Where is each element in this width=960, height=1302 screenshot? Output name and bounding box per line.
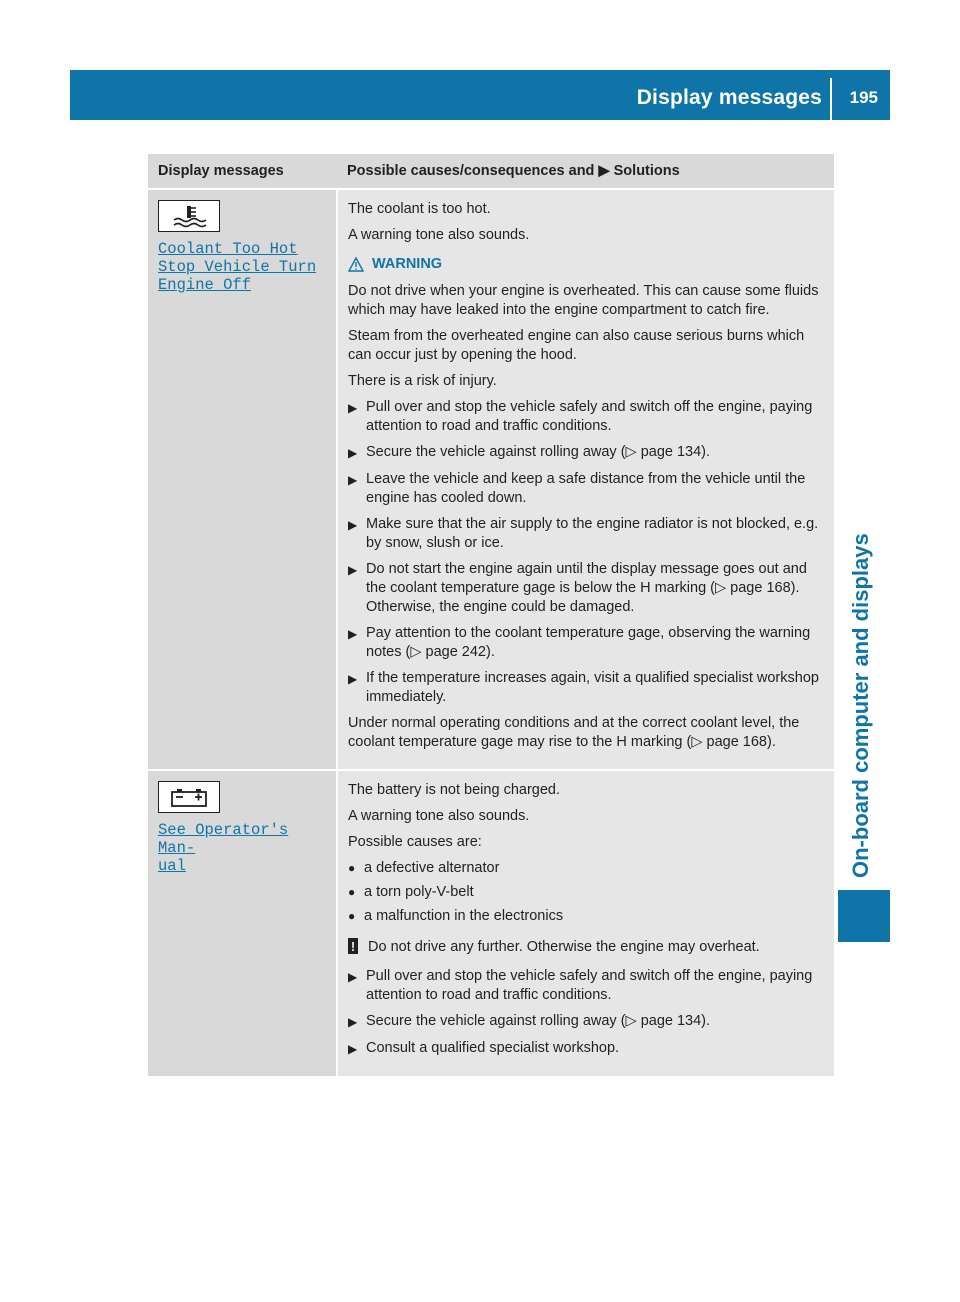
coolant-temperature-icon bbox=[158, 200, 220, 232]
cause-item: ● a malfunction in the electronics bbox=[348, 908, 564, 924]
cause-text: Possible causes are: bbox=[348, 834, 482, 850]
solution-step: ▶ Pull over and stop the vehicle safely and switch off the engine, paying attention to road and traffic conditions. bbox=[348, 968, 813, 1003]
step-arrow-icon: ▶ bbox=[348, 563, 358, 577]
caution-note: ! Do not drive any further. Otherwise the engine may overheat. bbox=[348, 938, 824, 957]
step-arrow-icon: ▶ bbox=[348, 672, 358, 686]
side-tab-block bbox=[838, 890, 890, 942]
bullet-icon: ● bbox=[348, 909, 356, 923]
warning-triangle-icon bbox=[348, 257, 364, 272]
battery-icon bbox=[158, 781, 220, 813]
step-arrow-icon: ▶ bbox=[348, 1042, 358, 1056]
cause-text: The coolant is too hot. bbox=[348, 201, 491, 217]
side-tab-label: On-board computer and displays bbox=[848, 533, 873, 878]
bullet-icon: ● bbox=[348, 885, 356, 899]
cause-text: A warning tone also sounds. bbox=[348, 227, 530, 243]
header-divider bbox=[830, 78, 832, 120]
step-arrow-icon: ▶ bbox=[348, 401, 358, 415]
solution-step: ▶ Leave the vehicle and keep a safe distance from the vehicle until the engine has cooled down. bbox=[348, 471, 806, 506]
solution-step: ▶ If the temperature increases again, visit a qualified specialist workshop immediately. bbox=[348, 670, 819, 705]
solution-step: ▶ Secure the vehicle against rolling away (▷ page 134). bbox=[348, 1012, 824, 1032]
page-number: 195 bbox=[849, 88, 878, 107]
solution-step: ▶ Consult a qualified specialist workshop. bbox=[348, 1039, 824, 1059]
table-row-battery-message bbox=[148, 770, 337, 1076]
warning-text: There is a risk of injury. bbox=[348, 373, 497, 389]
step-arrow-icon: ▶ bbox=[348, 473, 358, 487]
cause-item: ● a torn poly-V-belt bbox=[348, 884, 474, 900]
table-row-battery-solutions bbox=[337, 770, 834, 1076]
warning-heading: WARNING bbox=[348, 255, 824, 274]
table-row-coolant-message bbox=[148, 189, 337, 770]
warning-text: Steam from the overheated engine can also cause serious burns which can occur just by opening the hood. bbox=[348, 328, 805, 363]
solution-step: ▶ Do not start the engine again until the display message goes out and the coolant temperature gage is below the H marking (▷ page 168). Otherwise, the engine could be damaged. bbox=[348, 561, 807, 615]
step-arrow-icon: ▶ bbox=[348, 970, 358, 984]
col-header-display-messages: Display messages bbox=[148, 154, 337, 189]
cause-text: A warning tone also sounds. bbox=[348, 808, 530, 824]
step-arrow-icon: ▶ bbox=[348, 1015, 358, 1029]
solution-step: ▶ Secure the vehicle against rolling away (▷ page 134). bbox=[348, 443, 824, 463]
cause-text: The battery is not being charged. bbox=[348, 782, 560, 798]
exclamation-icon: ! bbox=[348, 938, 358, 954]
page-header bbox=[70, 70, 890, 120]
solution-step: ▶ Pull over and stop the vehicle safely and switch off the engine, paying attention to road and traffic conditions. bbox=[348, 399, 813, 434]
page-title: Display messages bbox=[636, 86, 822, 109]
step-arrow-icon: ▶ bbox=[348, 446, 358, 460]
solution-step: ▶ Make sure that the air supply to the engine radiator is not blocked, e.g. by snow, slush or ice. bbox=[348, 516, 819, 551]
step-arrow-icon: ▶ bbox=[348, 518, 358, 532]
col-header-causes: Possible causes/consequences and ▶ Solutions bbox=[337, 154, 834, 189]
step-arrow-icon: ▶ bbox=[348, 627, 358, 641]
warning-text: Do not drive when your engine is overheated. This can cause some fluids which may have leaked into the engine compartment to catch fire. bbox=[348, 283, 819, 318]
cause-item: ● a defective alternator bbox=[348, 860, 500, 876]
display-message-text: See Operator's Man‑ ual bbox=[158, 821, 289, 875]
display-message-text: Coolant Too Hot Stop Vehicle Turn Engine Off bbox=[158, 240, 317, 294]
closing-note: Under normal operating conditions and at the correct coolant level, the coolant temperature gage may rise to the H marking (▷ page 168). bbox=[348, 715, 800, 750]
solution-step: ▶ Pay attention to the coolant temperature gage, observing the warning notes (▷ page 242). bbox=[348, 625, 811, 660]
arrow-icon: ▶ bbox=[598, 163, 610, 179]
table-row-coolant-solutions bbox=[337, 189, 834, 770]
display-messages-table bbox=[148, 154, 834, 1076]
bullet-icon: ● bbox=[348, 861, 356, 875]
